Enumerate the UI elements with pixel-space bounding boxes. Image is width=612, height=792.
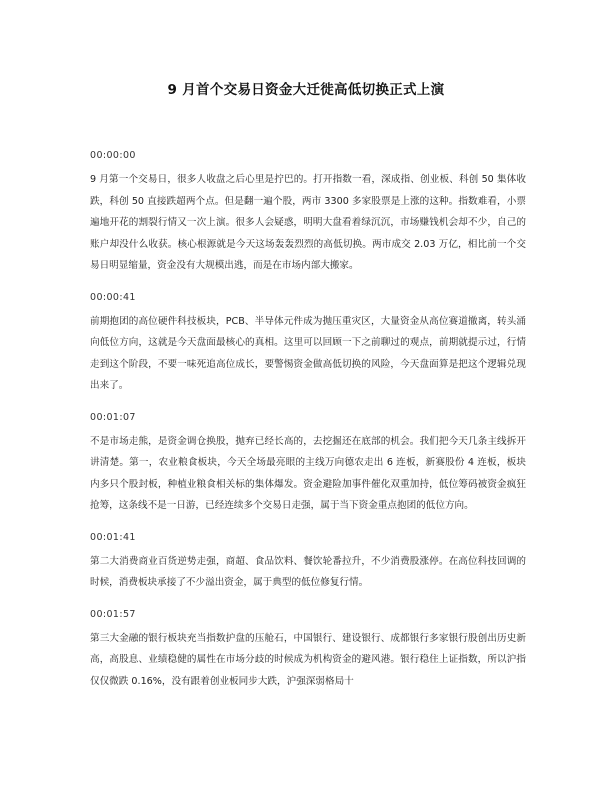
timestamp: 00:01:07 — [90, 411, 136, 423]
timestamp: 00:01:57 — [90, 608, 136, 620]
page-title: 9 月首个交易日资金大迁徙高低切换正式上演 — [167, 82, 445, 98]
transcript-section — [90, 411, 526, 517]
paragraph: 不是市场走熊，是资金调仓换股，抛弃已经长高的，去挖掘还在底部的机会。我们把今天几条主线拆开讲清楚。第一，农业粮食板块，今天全场最亮眼的主线万向德农走出 6 连板，新赛股份 4 连板，板块内多只个股封板，种植业粮食相关标的集体爆发。资金避险加事件催化双重加持，低位筹码被资金疯狂抢筹，这条线不是一日游，已经连续多个交易日走强，属于当下资金重点抱团的低位方向。 — [90, 435, 526, 511]
transcript-section — [90, 608, 526, 693]
transcript-body — [90, 149, 526, 706]
timestamp: 00:00:41 — [90, 291, 136, 303]
transcript-section — [90, 291, 526, 397]
timestamp: 00:00:00 — [90, 150, 136, 161]
paragraph: 前期抱团的高位硬件科技板块，PCB、半导体元件成为抛压重灾区，大量资金从高位赛道撤离，转头涌向低位方向，这就是今天盘面最核心的真相。这里可以回顾一下之前聊过的观点，前期就提示过，行情走到这个阶段，不要一味死追高位成长，要警惕资金做高低切换的风险，今天盘面算是把这个逻辑兑现出来了。 — [90, 315, 526, 391]
paragraph: 第三大金融的银行板块充当指数护盘的压舱石，中国银行、建设银行、成都银行多家银行股创出历史新高，高股息、业绩稳健的属性在市场分歧的时候成为机构资金的避风港。银行稳住上证指数，所以沪指仅仅微跌 0.16%，没有跟着创业板同步大跌，沪强深弱格局十 — [90, 632, 526, 687]
timestamp: 00:01:41 — [90, 531, 136, 543]
transcript-section — [90, 149, 526, 277]
paragraph: 第二大消费商业百货逆势走强，商超、食品饮料、餐饮轮番拉升，不少消费股涨停。在高位科技回调的时候，消费板块承接了不少溢出资金，属于典型的低位修复行情。 — [90, 555, 526, 588]
paragraph: 9 月第一个交易日，很多人收盘之后心里是拧巴的。打开指数一看，深成指、创业板、科创 50 集体收跌，科创 50 直接跌超两个点。但是翻一遍个股，两市 3300 多家股票是上涨的这种。指数难看，小票遍地开花的割裂行情又一次上演。很多人会疑惑，明明大盘看着绿沉沉，市场赚钱机会却不少，自己的账户却没什么收获。核心根源就是今天这场轰轰烈烈的高低切换。两市成交 2.03 万亿，相比前一个交易日明显缩量，资金没有大规模出逃，而是在市场内部大搬家。 — [90, 174, 526, 271]
transcript-section — [90, 531, 526, 594]
